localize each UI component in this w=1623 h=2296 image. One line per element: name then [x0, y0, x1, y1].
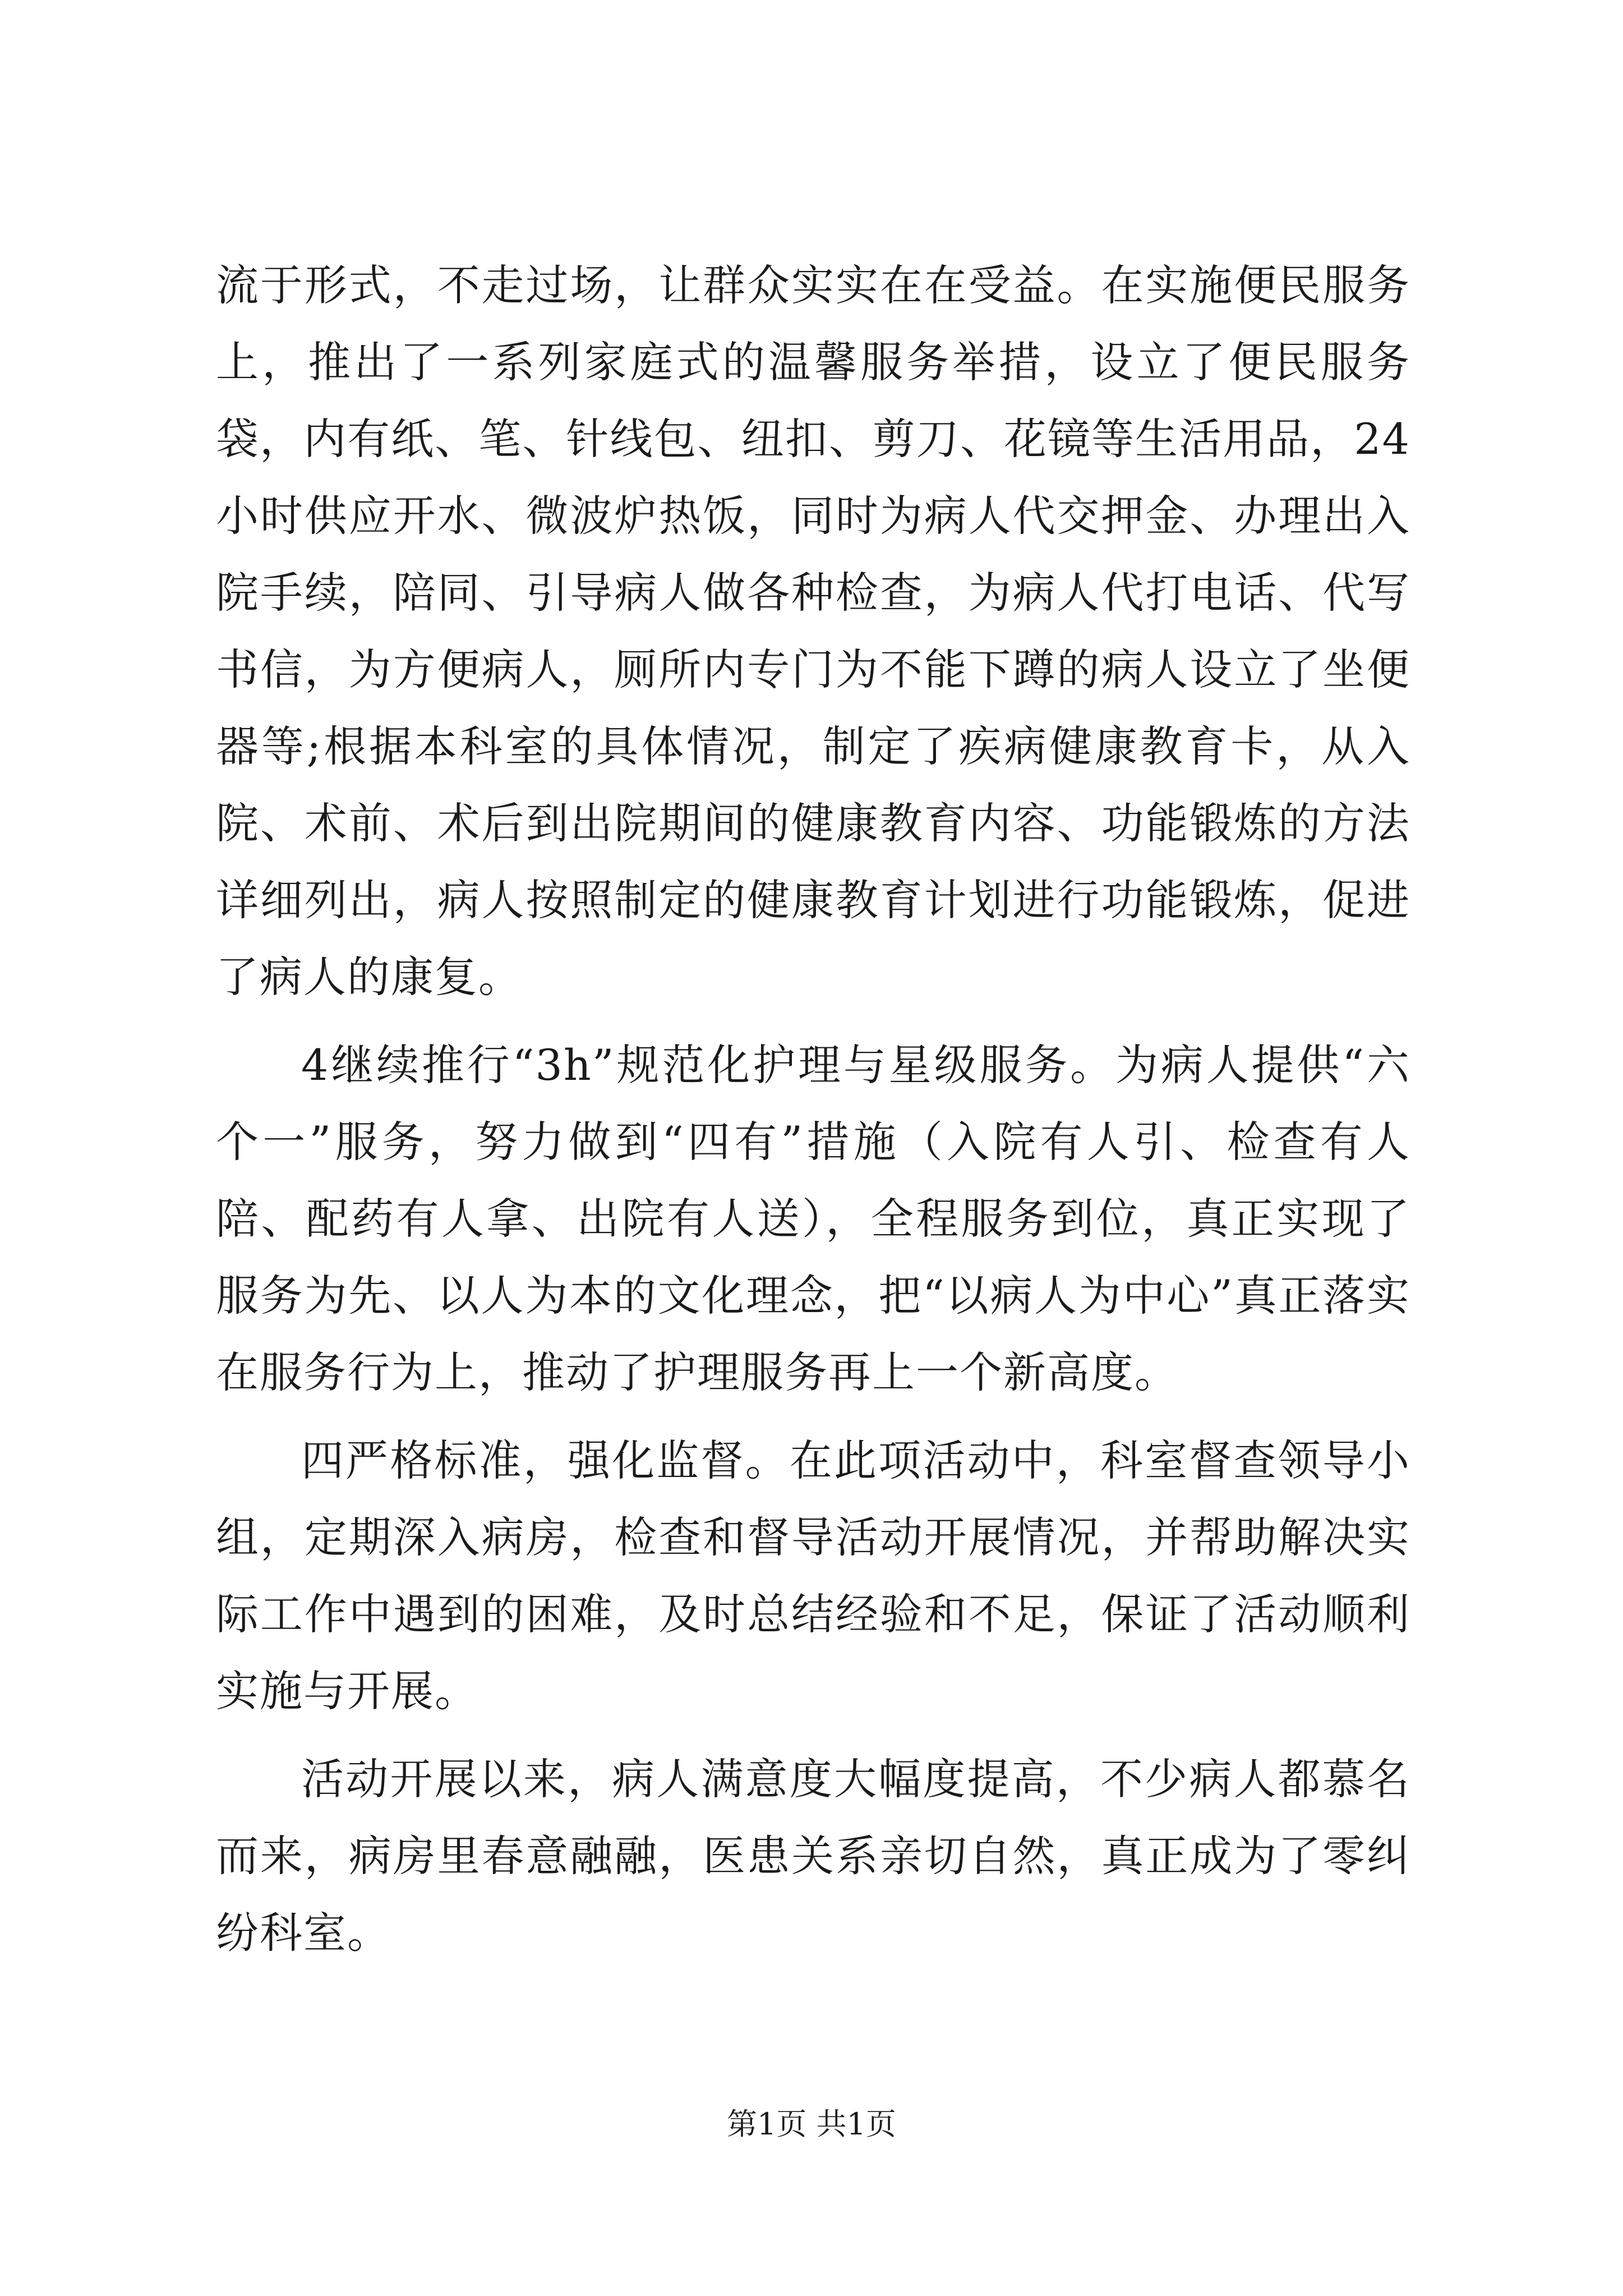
document-body — [216, 247, 1410, 1971]
paragraph-2: 4继续推行“3h”规范化护理与星级服务。为病人提供“六个一”服务，努力做到“四有”措施（入院有人引、检查有人陪、配药有人拿、出院有人送），全程服务到位，真正实现了服务为先、以人为本的文化理念，把“以病人为中心”真正落实在服务行为上，推动了护理服务再上一个新高度。 — [216, 1040, 1410, 1397]
page-footer: 第1页 共1页 — [727, 2106, 896, 2142]
paragraph-3: 四严格标准，强化监督。在此项活动中，科室督查领导小组，定期深入病房，检查和督导活动开展情况，并帮助解决实际工作中遇到的困难，及时总结经验和不足，保证了活动顺利实施与开展。 — [216, 1435, 1410, 1716]
paragraph-1: 流于形式，不走过场，让群众实实在在受益。在实施便民服务上，推出了一系列家庭式的温馨服务举措，设立了便民服务袋，内有纸、笔、针线包、纽扣、剪刀、花镜等生活用品，24小时供应开水、微波炉热饭，同时为病人代交押金、办理出入院手续，陪同、引导病人做各种检查，为病人代打电话、代写书信，为方便病人，厕所内专门为不能下蹲的病人设立了坐便器等;根据本科室的具体情况，制定了疾病健康教育卡，从入院、术前、术后到出院期间的健康教育内容、功能锻炼的方法详细列出，病人按照制定的健康教育计划进行功能锻炼，促进了病人的康复。 — [216, 260, 1410, 1002]
paragraph-4: 活动开展以来，病人满意度大幅度提高，不少病人都慕名而来，病房里春意融融，医患关系亲切自然，真正成为了零纠纷科室。 — [216, 1754, 1410, 1958]
